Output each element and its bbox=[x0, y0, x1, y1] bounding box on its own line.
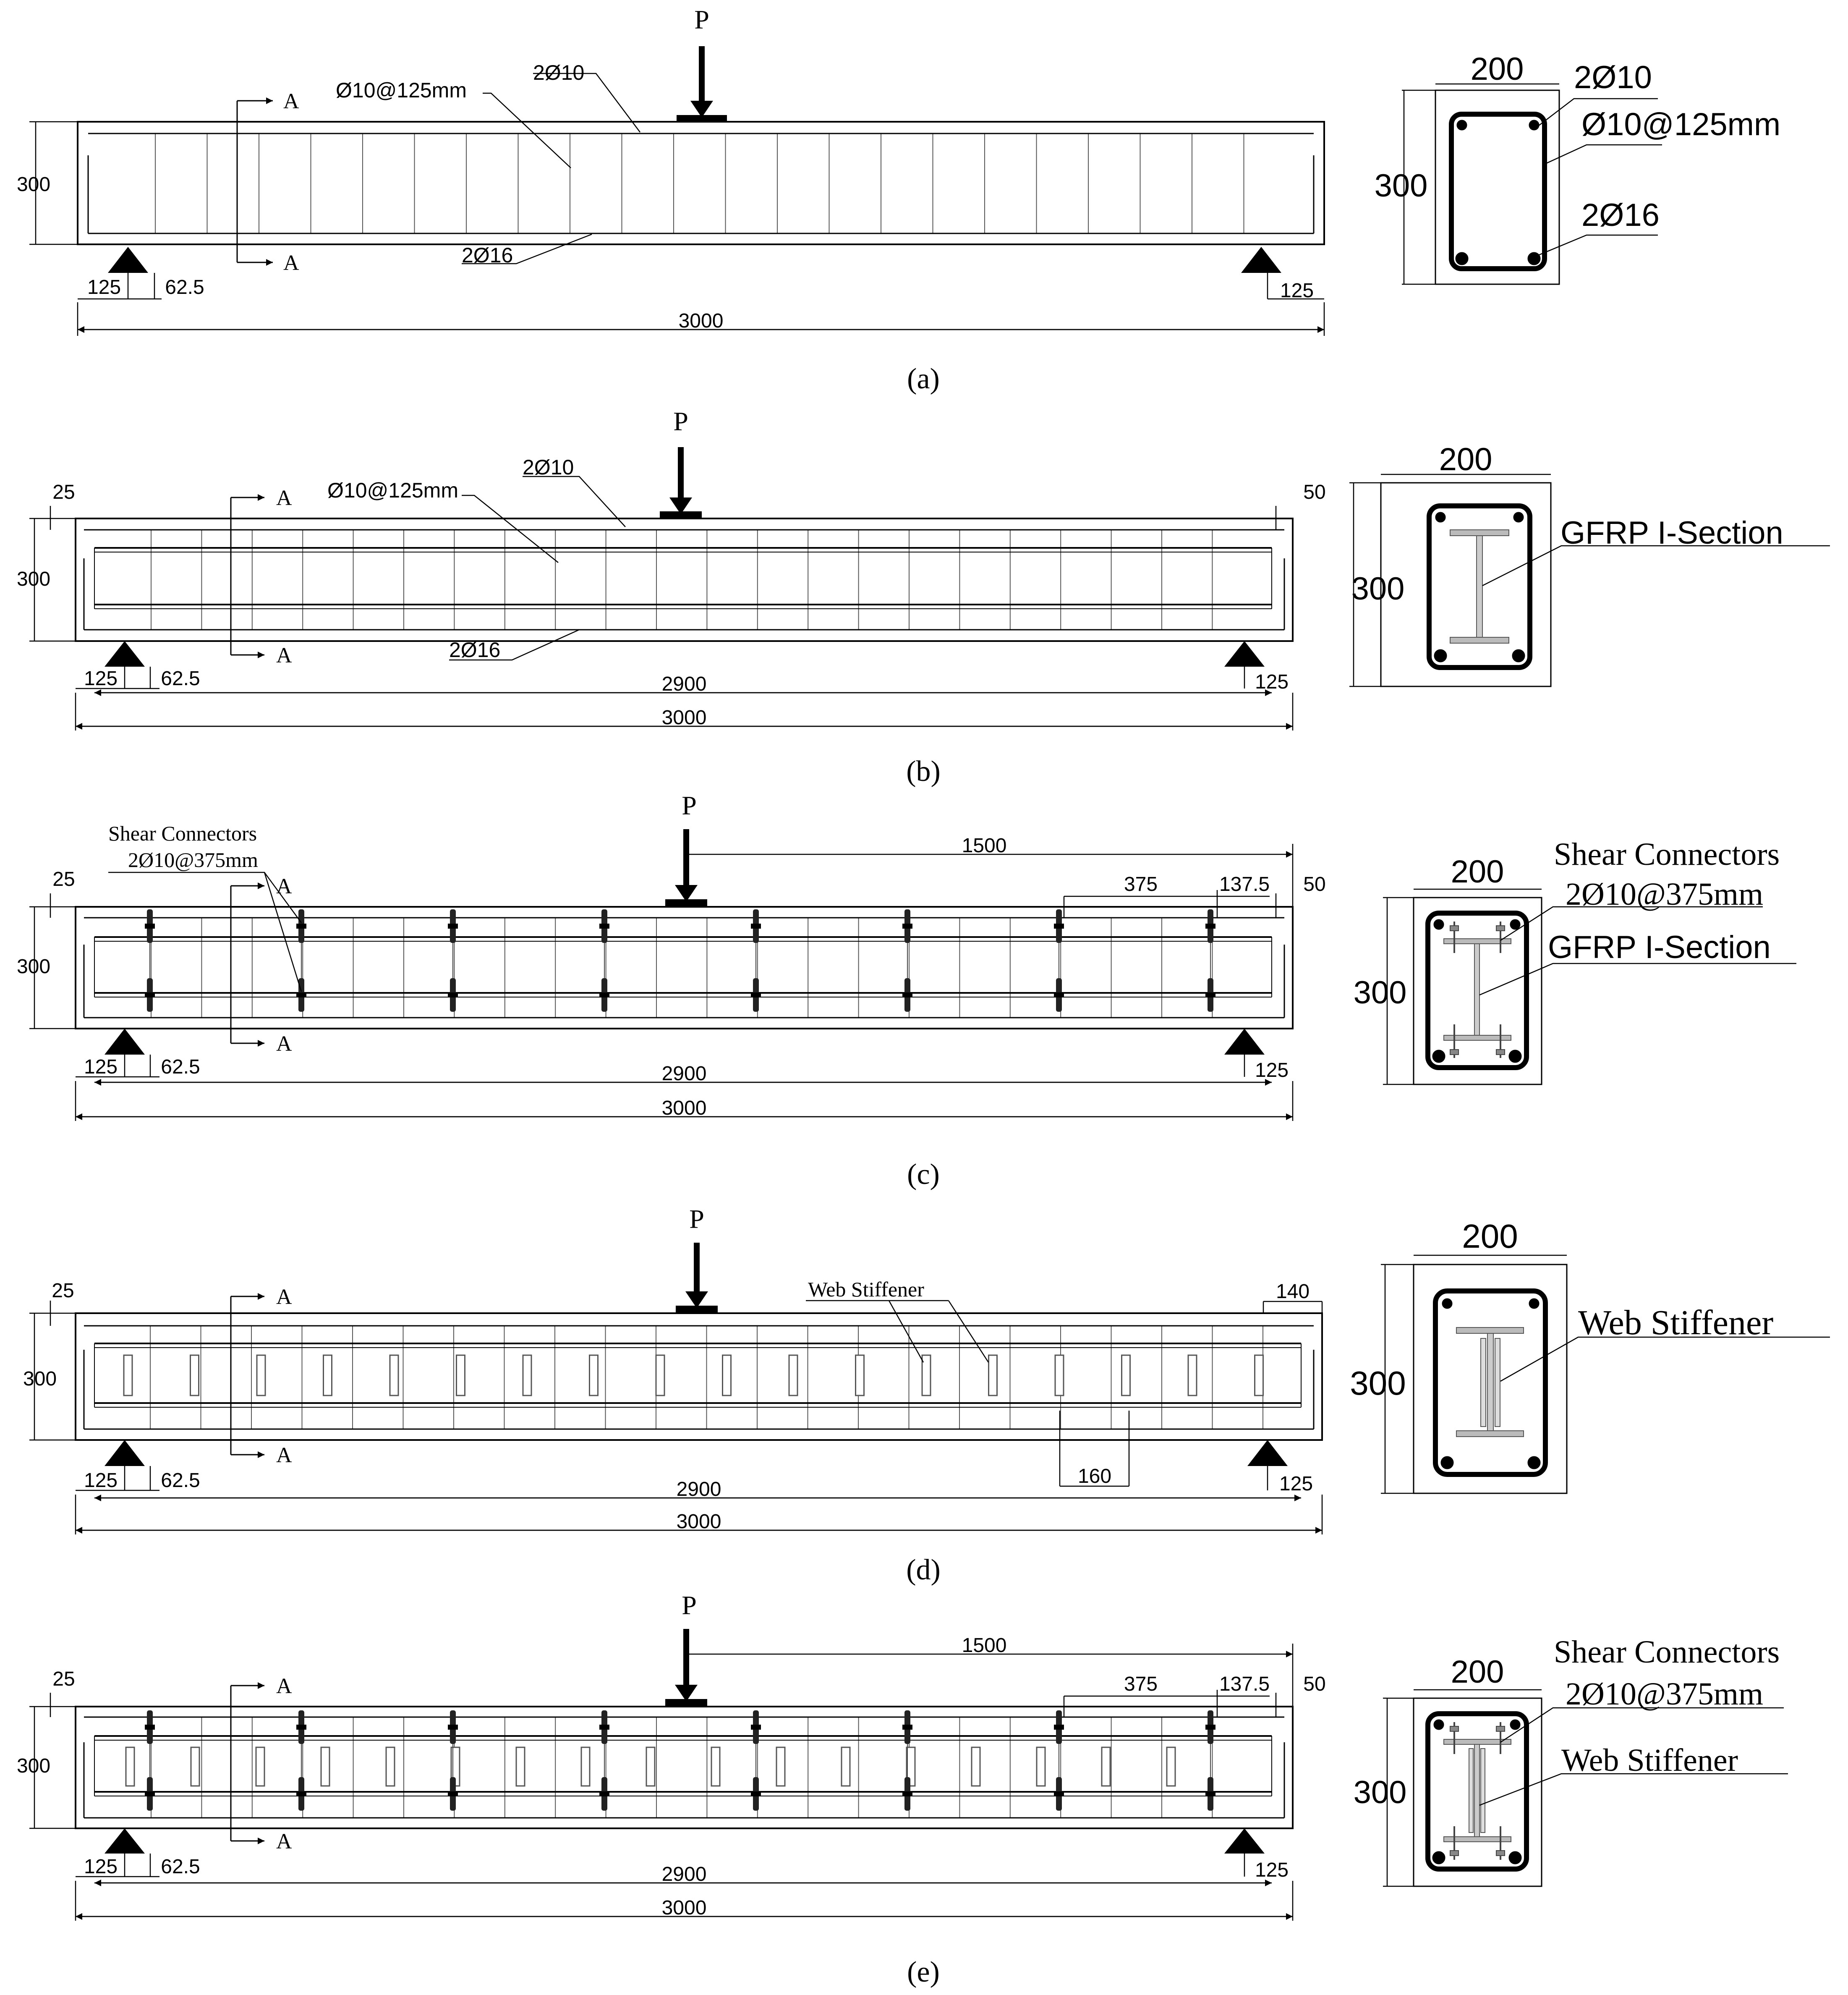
dim-depth-a: 300 bbox=[16, 173, 51, 196]
web-stiffener bbox=[590, 1355, 598, 1395]
dim-depth-d: 300 bbox=[23, 1368, 57, 1390]
web-stiffener bbox=[1122, 1355, 1130, 1395]
beam-elevation-a bbox=[78, 122, 1324, 244]
web-stiffener bbox=[1167, 1747, 1175, 1786]
section-mark-e-top: A bbox=[276, 1674, 292, 1698]
cs-label-e-2: 2Ø10@375mm bbox=[1566, 1676, 1764, 1712]
shear-connector bbox=[296, 909, 306, 1012]
web-stiffener bbox=[842, 1747, 850, 1786]
cs-label-c-3: GFRP I-Section bbox=[1548, 929, 1771, 965]
dimensions-c bbox=[29, 844, 1293, 1121]
connector-nut bbox=[145, 1791, 155, 1796]
connector-nut bbox=[1205, 1725, 1215, 1730]
web-stiffener bbox=[390, 1355, 398, 1395]
dim-total-d: 3000 bbox=[676, 1511, 721, 1533]
web-stiffener bbox=[257, 1355, 265, 1395]
load-label-b: P bbox=[673, 406, 688, 436]
stirrups-a bbox=[155, 134, 1244, 233]
dim-depth-c: 300 bbox=[16, 956, 51, 978]
load-label-a: P bbox=[694, 5, 709, 34]
stirrups-d bbox=[150, 1326, 1263, 1429]
web-stiffener bbox=[1255, 1355, 1263, 1395]
dim-right-end-d: 140 bbox=[1276, 1280, 1310, 1303]
stirrups-e bbox=[151, 1717, 1212, 1818]
cs-depth-e: 300 bbox=[1353, 1775, 1407, 1810]
connector-nut bbox=[599, 992, 609, 998]
dim-connector-spacing-c: 375 bbox=[1124, 873, 1158, 895]
connector-nut bbox=[599, 1791, 609, 1796]
connector-nut bbox=[902, 924, 912, 929]
connector-nut bbox=[751, 924, 761, 929]
dim-right-offset-b: 125 bbox=[1255, 671, 1289, 693]
beam-elevation-c bbox=[76, 907, 1293, 1029]
dim-inner-b: 2900 bbox=[661, 673, 707, 695]
dim-depth-e: 300 bbox=[16, 1755, 51, 1777]
connector-nut bbox=[145, 924, 155, 929]
leaders-c bbox=[108, 872, 301, 992]
dimensions-a bbox=[29, 122, 1324, 336]
bottom-bars-label-b: 2Ø16 bbox=[449, 638, 501, 662]
cs-label-a-3: 2Ø16 bbox=[1581, 197, 1660, 233]
cross-section-e bbox=[1383, 1690, 1788, 1886]
section-cut-a bbox=[237, 101, 273, 262]
load-label-c: P bbox=[682, 791, 697, 820]
web-stiffener bbox=[581, 1747, 590, 1786]
shear-connector bbox=[902, 909, 912, 1012]
section-mark-a-bottom: A bbox=[283, 251, 299, 275]
connector-nut bbox=[1054, 924, 1064, 929]
dim-cover-left-c: 25 bbox=[52, 868, 75, 890]
dim-inner-d: 2900 bbox=[676, 1478, 721, 1500]
web-stiffener bbox=[922, 1355, 931, 1395]
shear-connector bbox=[296, 1710, 306, 1811]
leaders-a bbox=[462, 73, 640, 264]
web-stiffener bbox=[321, 1747, 329, 1786]
web-stiffener bbox=[324, 1355, 332, 1395]
load-label-d: P bbox=[689, 1204, 704, 1234]
connector-nut bbox=[1054, 1725, 1064, 1730]
cross-section-d bbox=[1381, 1255, 1830, 1493]
caption-a: (a) bbox=[907, 363, 940, 395]
connector-nut bbox=[448, 1725, 458, 1730]
cross-section-c bbox=[1383, 889, 1796, 1084]
cs-label-d-1: Web Stiffener bbox=[1578, 1303, 1774, 1342]
dim-right-offset-c: 125 bbox=[1255, 1059, 1289, 1081]
section-mark-d-bottom: A bbox=[276, 1443, 292, 1467]
cs-depth-b: 300 bbox=[1351, 571, 1405, 607]
dim-cover-left-d: 25 bbox=[52, 1280, 74, 1302]
connector-nut bbox=[599, 1725, 609, 1730]
cs-depth-c: 300 bbox=[1353, 975, 1407, 1011]
caption-b: (b) bbox=[906, 755, 941, 788]
panel-c bbox=[17, 791, 1796, 1191]
web-stiffener bbox=[656, 1355, 664, 1395]
web-stiffener bbox=[989, 1355, 997, 1395]
dim-total-b: 3000 bbox=[661, 707, 707, 729]
connector-nut bbox=[1205, 992, 1215, 998]
leaders-b bbox=[449, 476, 625, 660]
web-stiffener bbox=[124, 1355, 132, 1395]
shear-connectors-c bbox=[145, 909, 1215, 1012]
connector-nut bbox=[296, 992, 306, 998]
web-stiffeners-e bbox=[126, 1747, 1175, 1786]
cs-width-a: 200 bbox=[1470, 51, 1524, 87]
dimensions-b bbox=[29, 506, 1293, 730]
connector-nut bbox=[448, 1791, 458, 1796]
shear-connector bbox=[1205, 909, 1215, 1012]
shear-connector bbox=[751, 909, 761, 1012]
cs-label-e-1: Shear Connectors bbox=[1554, 1634, 1780, 1670]
cs-width-b: 200 bbox=[1439, 442, 1493, 477]
dim-first-stirrup-b: 62.5 bbox=[161, 668, 200, 690]
cs-label-b-1: GFRP I-Section bbox=[1560, 515, 1783, 551]
web-stiffener bbox=[711, 1747, 720, 1786]
dim-inner-e: 2900 bbox=[661, 1863, 707, 1885]
stirrups-b bbox=[151, 530, 1212, 630]
web-stiffener bbox=[1037, 1747, 1045, 1786]
cs-label-e-3: Web Stiffener bbox=[1561, 1743, 1738, 1778]
beam-elevation-b bbox=[76, 518, 1293, 641]
caption-c: (c) bbox=[907, 1158, 940, 1191]
shear-connector bbox=[145, 909, 155, 1012]
dim-end-spacing-e: 137.5 bbox=[1219, 1673, 1270, 1695]
top-bars-label-b: 2Ø10 bbox=[523, 456, 574, 479]
web-stiffener bbox=[856, 1355, 864, 1395]
web-stiffener bbox=[126, 1747, 134, 1786]
top-bars-label-a: 2Ø10 bbox=[533, 61, 585, 84]
dim-support-offset-e: 125 bbox=[84, 1856, 118, 1878]
load-arrow-d bbox=[676, 1204, 718, 1313]
dim-support-offset-d: 125 bbox=[84, 1469, 118, 1492]
connector-nut bbox=[296, 924, 306, 929]
shear-connector bbox=[1054, 1710, 1064, 1811]
connector-nut bbox=[448, 992, 458, 998]
section-cut-b bbox=[231, 497, 264, 655]
cs-depth-d: 300 bbox=[1350, 1364, 1406, 1402]
stirrups-c bbox=[151, 918, 1212, 1018]
web-stiffener bbox=[191, 1355, 199, 1395]
section-mark-e-bottom: A bbox=[276, 1830, 292, 1854]
load-arrow-c bbox=[665, 791, 707, 907]
cs-depth-a: 300 bbox=[1374, 168, 1428, 204]
cs-width-e: 200 bbox=[1451, 1654, 1504, 1690]
shear-connector bbox=[599, 1710, 609, 1811]
dim-cover-left-b: 25 bbox=[52, 481, 75, 503]
dim-first-stirrup-a: 62.5 bbox=[165, 276, 204, 298]
dim-depth-b: 300 bbox=[16, 568, 51, 590]
shear-connector bbox=[1054, 909, 1064, 1012]
shear-connector bbox=[145, 1710, 155, 1811]
stirrup-label-b: Ø10@125mm bbox=[327, 479, 458, 502]
web-stiffener bbox=[789, 1355, 797, 1395]
connector-title-c: Shear Connectors bbox=[108, 822, 257, 845]
section-mark-c-top: A bbox=[276, 874, 292, 898]
section-mark-c-bottom: A bbox=[276, 1032, 292, 1056]
section-mark-b-top: A bbox=[276, 486, 292, 510]
caption-e: (e) bbox=[907, 1956, 940, 1988]
dim-cover-right-b: 50 bbox=[1303, 481, 1326, 503]
caption-d: (d) bbox=[906, 1554, 941, 1586]
bottom-bars-label-a: 2Ø16 bbox=[462, 243, 513, 267]
web-stiffener bbox=[723, 1355, 731, 1395]
connector-nut bbox=[1054, 1791, 1064, 1796]
dim-support-offset-c: 125 bbox=[84, 1056, 118, 1078]
web-stiffener bbox=[1102, 1747, 1110, 1786]
stirrup-label-a: Ø10@125mm bbox=[336, 79, 467, 102]
connector-nut bbox=[599, 924, 609, 929]
panel-e bbox=[17, 1590, 1788, 1988]
dim-connector-spacing-e: 375 bbox=[1124, 1673, 1158, 1695]
web-stiffener bbox=[523, 1355, 531, 1395]
dim-first-stirrup-d: 62.5 bbox=[161, 1469, 200, 1492]
web-stiffener bbox=[516, 1747, 525, 1786]
dim-total-c: 3000 bbox=[661, 1097, 707, 1119]
dim-first-stirrup-c: 62.5 bbox=[161, 1056, 200, 1078]
connector-spec-c: 2Ø10@375mm bbox=[128, 848, 258, 872]
section-mark-b-bottom: A bbox=[276, 644, 292, 668]
cs-label-a-2: Ø10@125mm bbox=[1581, 107, 1781, 142]
section-cut-c bbox=[231, 886, 264, 1043]
shear-connector bbox=[599, 909, 609, 1012]
dim-cover-right-e: 50 bbox=[1303, 1673, 1326, 1695]
dim-cover-left-e: 25 bbox=[52, 1668, 75, 1690]
section-mark-d-top: A bbox=[276, 1285, 292, 1309]
web-stiffeners-d bbox=[124, 1355, 1263, 1395]
dim-support-offset-a: 125 bbox=[87, 276, 121, 298]
web-stiffener bbox=[776, 1747, 785, 1786]
web-stiffener bbox=[646, 1747, 655, 1786]
stiffener-label-d: Web Stiffener bbox=[808, 1278, 924, 1301]
connector-nut bbox=[751, 1725, 761, 1730]
connector-nut bbox=[145, 1725, 155, 1730]
load-arrow-a bbox=[677, 5, 727, 123]
connector-nut bbox=[448, 924, 458, 929]
dim-inner-c: 2900 bbox=[661, 1063, 707, 1085]
web-stiffener bbox=[256, 1747, 264, 1786]
load-arrow-e bbox=[665, 1590, 707, 1707]
web-stiffener bbox=[457, 1355, 465, 1395]
web-stiffener bbox=[972, 1747, 980, 1786]
cs-label-c-2: 2Ø10@375mm bbox=[1566, 877, 1764, 912]
connector-nut bbox=[296, 1791, 306, 1796]
connector-nut bbox=[902, 1725, 912, 1730]
dim-half-span-c: 1500 bbox=[962, 835, 1007, 857]
panel-d bbox=[23, 1204, 1830, 1586]
dimensions-d bbox=[29, 1301, 1322, 1534]
web-stiffener bbox=[386, 1747, 395, 1786]
connector-nut bbox=[1054, 992, 1064, 998]
web-stiffener bbox=[1055, 1355, 1064, 1395]
dim-cover-right-c: 50 bbox=[1303, 873, 1326, 895]
connector-nut bbox=[751, 992, 761, 998]
dim-right-offset-a: 125 bbox=[1280, 280, 1314, 302]
connector-nut bbox=[902, 1791, 912, 1796]
shear-connector bbox=[1205, 1710, 1215, 1811]
connector-nut bbox=[145, 992, 155, 998]
cross-section-b bbox=[1349, 474, 1830, 686]
shear-connector bbox=[448, 909, 458, 1012]
dim-end-spacing-c: 137.5 bbox=[1219, 873, 1270, 895]
cs-label-a-1: 2Ø10 bbox=[1574, 60, 1652, 95]
section-mark-a-top: A bbox=[283, 89, 299, 113]
panel-b bbox=[17, 406, 1830, 788]
dim-right-offset-d: 125 bbox=[1279, 1473, 1313, 1495]
cs-width-c: 200 bbox=[1451, 854, 1504, 890]
load-label-e: P bbox=[682, 1590, 697, 1620]
leaders-d bbox=[806, 1301, 988, 1362]
dim-total-a: 3000 bbox=[678, 310, 724, 332]
dim-half-span-e: 1500 bbox=[962, 1634, 1007, 1657]
dim-total-e: 3000 bbox=[661, 1897, 707, 1919]
connector-nut bbox=[1205, 1791, 1215, 1796]
load-arrow-b bbox=[660, 406, 702, 519]
cs-width-d: 200 bbox=[1462, 1217, 1518, 1255]
panel-a bbox=[17, 5, 1780, 395]
connector-nut bbox=[751, 1791, 761, 1796]
connector-nut bbox=[1205, 924, 1215, 929]
dim-support-offset-b: 125 bbox=[84, 668, 118, 690]
web-stiffener bbox=[191, 1747, 199, 1786]
dim-right-offset-e: 125 bbox=[1255, 1859, 1289, 1881]
dim-stiffener-spacing-d: 160 bbox=[1077, 1465, 1112, 1487]
connector-nut bbox=[296, 1725, 306, 1730]
shear-connector bbox=[751, 1710, 761, 1811]
cs-label-c-1: Shear Connectors bbox=[1554, 837, 1780, 872]
connector-nut bbox=[902, 992, 912, 998]
web-stiffener bbox=[1188, 1355, 1197, 1395]
dim-first-stirrup-e: 62.5 bbox=[161, 1856, 200, 1878]
